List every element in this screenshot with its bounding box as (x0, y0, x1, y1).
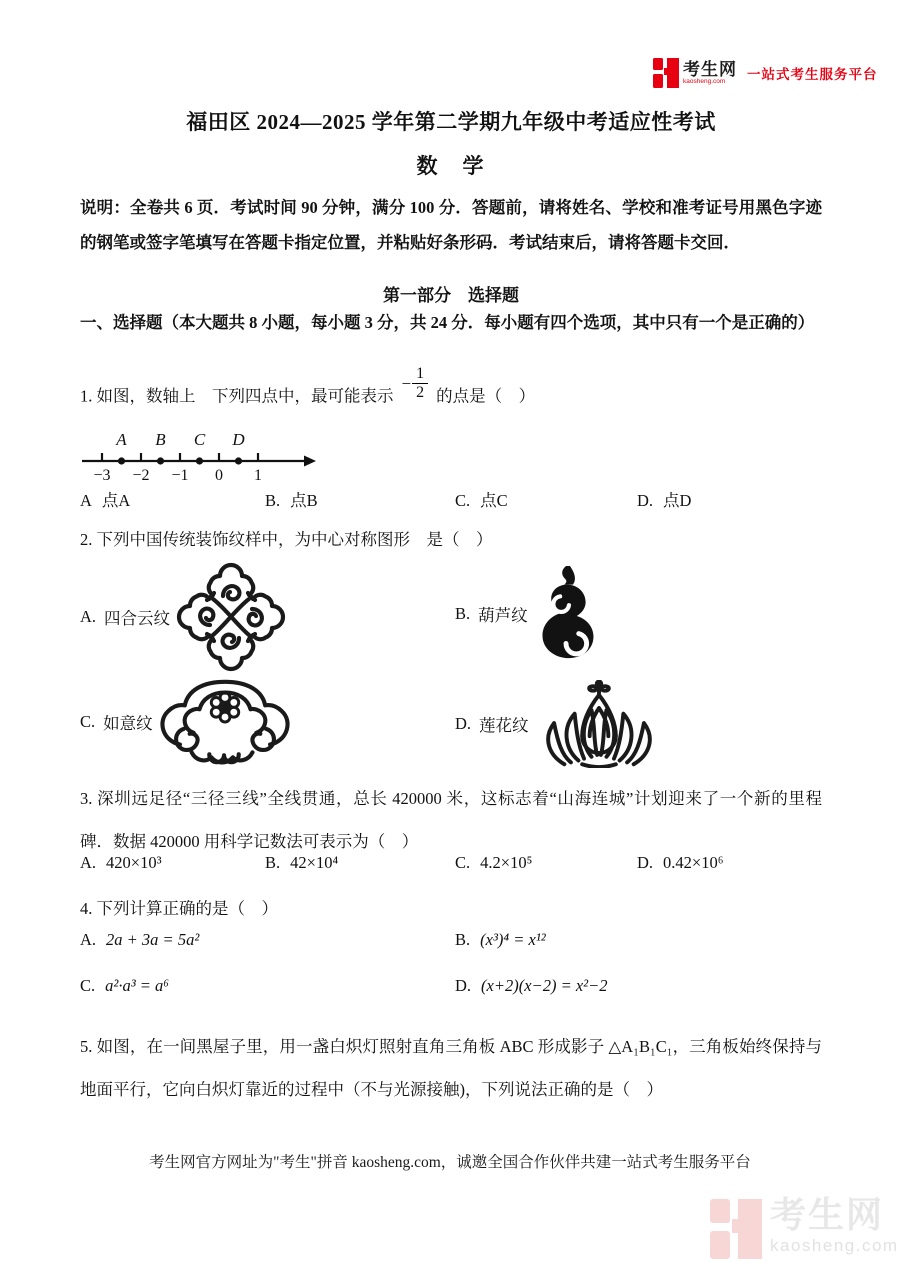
footer-note: 考生网官方网址为"考生"拼音 kaosheng.com，诚邀全国合作伙伴共建一站式考生服务平台 (149, 1154, 751, 1171)
fraction-negative-half (402, 365, 429, 403)
fraction (412, 365, 428, 403)
q3-options-row (80, 853, 822, 873)
option-key: A. (80, 607, 97, 626)
tick-label: −3 (93, 467, 111, 484)
gourd-pattern-shape (542, 566, 593, 658)
tick-label: 0 (215, 467, 223, 484)
logo-tagline: 一站式考生服务平台 (747, 67, 878, 82)
q4-option-d (455, 976, 822, 996)
q3-option-c (455, 853, 637, 873)
fraction-minus-sign: − (401, 373, 412, 393)
option-key: D. (455, 976, 472, 995)
option-key: B. (455, 604, 471, 623)
exam-instructions: 说明：全卷共 6 页．考试时间 90 分钟，满分 100 分．答题前，请将姓名、学校和准考证号用黑色字迹的钢笔或签字笔填写在答题卡指定位置，并粘贴好条形码．考试结束后，请将答题卡交回． (80, 198, 822, 253)
tick-label: −1 (171, 467, 189, 484)
option-key: A. (80, 930, 97, 949)
cloud-pattern-shape (179, 565, 283, 669)
option-key: C. (455, 491, 471, 510)
q2-option-d (455, 680, 667, 768)
q1-option-b (265, 487, 455, 511)
fraction-denominator: 2 (416, 384, 425, 402)
question-1-text (80, 365, 822, 416)
lotus-pattern-icon (531, 680, 667, 768)
option-label: 点B (290, 491, 318, 510)
q4-option-a (80, 930, 455, 950)
kaosheng-watermark (710, 1194, 899, 1261)
q3-option-b (265, 853, 455, 873)
point-dot-D (235, 457, 242, 464)
option-formula: (x+2)(x−2) = x²−2 (481, 976, 608, 995)
cloud-pattern-icon (172, 552, 290, 682)
option-formula: (x³)⁴ = x¹² (480, 930, 546, 949)
point-dot-A (118, 457, 125, 464)
logo-name: 考生网 (683, 59, 737, 79)
ruyi-center-flower (211, 693, 238, 722)
point-dot-C (196, 457, 203, 464)
section-intro: 一、选择题（本大题共 8 小题，每小题 3 分，共 24 分．每小题有四个选项，其中只有一个是正确的） (80, 313, 815, 332)
q4-option-c (80, 976, 455, 996)
q3-option-d (637, 853, 822, 873)
axis-ticks (102, 453, 258, 461)
q3-option-a (80, 853, 265, 873)
question-5-text: 5. 如图，在一间黑屋子里，用一盏白炽灯照射直角三角板 ABC 形成影子 △A₁B₁C₁，三角板始终保持与地面平行，它向白炽灯靠近的过程中（不与光源接触)，下列说法正确的是（ ） (80, 1037, 822, 1099)
option-label: 如意纹 (103, 714, 153, 733)
option-key: D. (637, 853, 654, 872)
option-label: 莲花纹 (479, 716, 529, 735)
number-line-figure (80, 430, 316, 489)
option-key: B. (265, 491, 281, 510)
q4-option-b (455, 930, 822, 950)
option-formula: 420×10³ (106, 853, 162, 872)
option-formula: 0.42×10⁶ (663, 853, 724, 872)
option-key: C. (80, 976, 96, 995)
option-key: A. (80, 853, 97, 872)
option-key: D. (637, 491, 654, 510)
question-4-text: 4. 下列计算正确的是（ ） (80, 899, 278, 918)
watermark-domain: kaosheng.com (770, 1236, 899, 1255)
point-label: C (193, 430, 206, 449)
q1-text-before: 1. 如图，数轴上 下列四点中，最可能表示 (80, 386, 394, 406)
watermark-text-block (770, 1194, 899, 1255)
exam-subject: 数 学 (416, 154, 486, 178)
question-3-text: 3. 深圳远足径“三径三线”全线贯通，总长 420000 米，这标志着“山海连城”计划迎来了一个新的里程碑．数据 420000 用科学记数法可表示为（ ） (80, 789, 822, 851)
tick-label: 1 (254, 467, 262, 484)
q1-text-after: 的点是（ ） (436, 386, 536, 406)
fraction-numerator: 1 (412, 365, 428, 384)
tick-label: −2 (132, 467, 150, 484)
lotus-pattern-shape (548, 681, 650, 767)
option-label: 葫芦纹 (478, 606, 528, 625)
option-key: A (80, 491, 92, 510)
option-formula: 42×10⁴ (290, 853, 339, 872)
point-dot-B (157, 457, 164, 464)
option-label: 四合云纹 (104, 609, 171, 628)
exam-content (80, 0, 822, 1273)
option-formula: 4.2×10⁵ (480, 853, 533, 872)
option-label: 点D (663, 491, 692, 510)
option-formula: 2a + 3a = 5a² (106, 930, 200, 949)
watermark-name: 考生网 (770, 1194, 885, 1235)
q1-option-a (80, 487, 265, 511)
option-formula: a²·a³ = a⁶ (105, 976, 170, 995)
option-label: 点C (480, 491, 508, 510)
logo-domain: kaosheng.com (683, 77, 726, 85)
exam-title: 福田区 2024—2025 学年第二学期九年级中考适应性考试 (186, 110, 716, 134)
watermark-logo-icon (710, 1197, 762, 1261)
q4-options-grid (80, 930, 822, 996)
q2-option-a (80, 552, 290, 682)
ruyi-pattern-shape (162, 682, 287, 763)
option-key: B. (455, 930, 471, 949)
point-label: D (232, 430, 245, 449)
point-label: B (155, 430, 166, 449)
axis-arrow-icon (304, 456, 316, 467)
q1-option-c (455, 487, 637, 511)
option-key: D. (455, 714, 472, 733)
ruyi-pattern-icon (155, 672, 295, 772)
watermark-h-blocks (710, 1199, 762, 1259)
q1-option-d (637, 487, 822, 511)
question-2-text: 2. 下列中国传统装饰纹样中，为中心对称图形 是（ ） (80, 530, 493, 549)
q1-options-row (80, 487, 822, 511)
option-key: C. (80, 712, 96, 731)
option-label: 点A (101, 491, 131, 510)
q2-option-b (455, 564, 604, 664)
q2-option-c (80, 672, 295, 772)
number-line-svg (80, 430, 316, 484)
gourd-pattern-icon (530, 564, 604, 664)
section-heading: 第一部分 选择题 (383, 286, 519, 305)
option-key: C. (455, 853, 471, 872)
point-label: A (116, 430, 127, 449)
option-key: B. (265, 853, 281, 872)
